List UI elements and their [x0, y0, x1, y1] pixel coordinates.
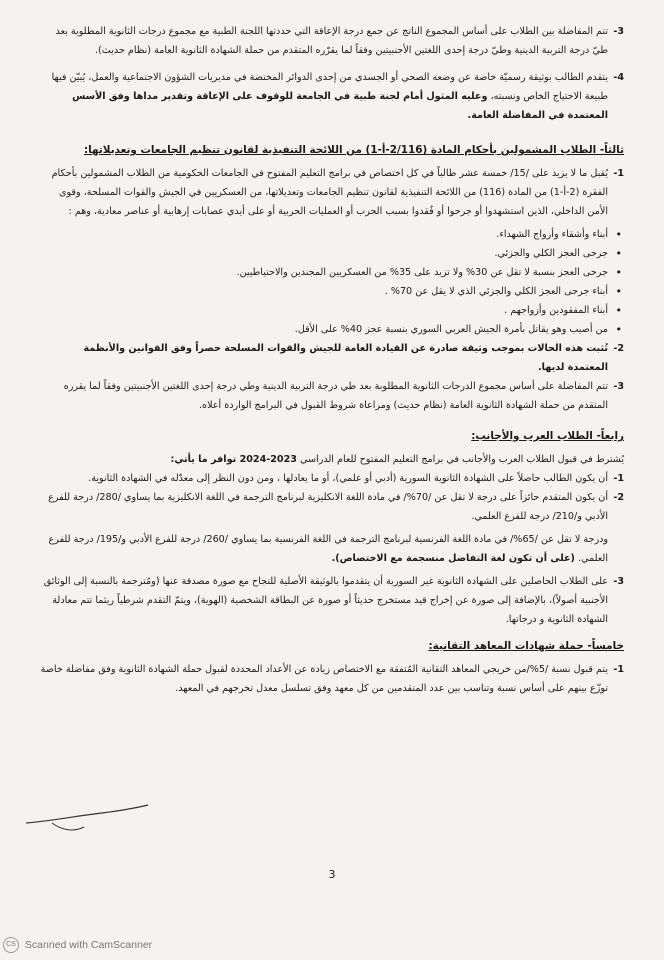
scanner-watermark [3, 937, 152, 953]
section4-item-3 [40, 572, 624, 629]
item-text: تتم المفاضلة بين الطلاب على أساس المجموع الناتج عن جمع درجة الإعاقة التي حددتها اللجنة الطبية مع مجموع درجات الثانوية المطلوبة بعد طيّ درجة التربية الدينية وطيّ درجة إحدى اللغتين الأجنبيتين وفقاً لما يقرّره المتقدم من حملة الشهادة الثانوية العامة (نظام حديث). [55, 26, 608, 56]
item-text: يتم قبول نسبة /5%/من خريجي المعاهد التقانية المُتفقة مع الاختصاص زيادة عن الأعداد المحددة لقبول حملة الشهادة الثانوية وفق مفاضلة خاصة توزّع بينهم على أساس نسبة وتناسب بين عدد المتقدمين من كل معهد وفق تسلسل معدل تخرجهم في المعهد. [40, 664, 608, 694]
watermark-text: Scanned with CamScanner [24, 938, 153, 951]
document-body [40, 22, 624, 698]
section4-item-2 [40, 488, 624, 526]
page-number: 3 [328, 868, 336, 881]
decorative-pen-stroke [22, 793, 152, 843]
item-text: أن يكون المتقدم حائزاً على درجة لا تقل عن /70%/ في مادة اللغة الانكليزية لبرنامج الترجمة في اللغة الانكليزية بما يساوي /280/ درجة للفرع الأدبي و/210/ درجة للفرع العلمي. [48, 492, 608, 522]
section2-item-4 [40, 68, 624, 125]
item-number: 1- [613, 473, 624, 484]
item-number: 3- [613, 26, 624, 37]
section4-heading: رابعاً- الطلاب العرب والأجانب: [471, 430, 624, 442]
bullet-item: • أبناء المفقودين وأزواجهم . [40, 301, 624, 320]
bullet-item: • جرحى العجز الكلي والجزئي. [40, 244, 624, 263]
section5-item-1 [40, 660, 624, 698]
item-number: 3- [613, 381, 624, 392]
section5-heading: خامساً- حملة شهادات المعاهد التقانية: [428, 640, 624, 652]
section4-item-2-french [40, 530, 624, 568]
section3-item-1 [40, 164, 624, 221]
bullet-item: • أبناء وأشقاء وأزواج الشهداء. [40, 225, 624, 244]
item-number: 4- [613, 72, 624, 83]
intro-text: يُشترط في قبول الطلاب العرب والأجانب في برامج التعليم المفتوح للعام الدراسي [296, 454, 624, 465]
item-text: يتقدم الطالب بوثيقة رسميّة خاصة عن وضعه الصحي أو الجسدي من إحدى الدوائر المختصة في مديريات الشؤون الاجتماعية والعمل، يُبيّن فيها طبيعة الاحتياج الخاص ونسبته، [51, 72, 608, 102]
bullet-item: • من أصيب وهو يقاتل بأمرة الجيش العربي السوري بنسبة عجز 40% على الأقل. [40, 320, 624, 339]
section3-item-3 [40, 377, 624, 415]
item-text: على الطلاب الحاصلين على الشهادة الثانوية غير السورية أن يتقدموا بالوثيقة الأصلية للنجاح مع صورة مصدقة عنها (ومُترجمة بالنسبة إلى الوثائق الأجنبية أصولاً)، بالإضافة إلى صورة عن إخراج قيد مستخرج حديثاً أو صورة عن البطاقة الشخصية (الهوية)، ويتمّ التقدم شرطياً ريثما تتم معادلة الشهادة الثانوية و درجاتها. [43, 576, 608, 625]
item-text: تتم المفاضلة على أساس مجموع الدرجات الثانوية المطلوبة بعد طي درجة التربية الدينية وطي درجة إحدى اللغتين الأجنبيتين وفقاً لما يقرره المتقدم من حملة الشهادة الثانوية العامة (نظام حديث) ومراعاة شروط القبول في البرامج الواردة أعلاه. [63, 381, 608, 411]
section3-item-2 [40, 339, 624, 377]
item-text-bold: (على أن تكون لغة التفاضل منسجمة مع الاختصاص). [331, 553, 575, 564]
section3-bullet-list [40, 225, 624, 339]
item-text-bold: وعليه المثول أمام لجنة طبية في الجامعة للوقوف على الإعاقة وتقدير مداها وفق الأسس المعتمدة في المفاضلة العامة. [72, 91, 608, 121]
item-text: يُقبل ما لا يزيد على /15/ خمسة عشر طالباً في كل اختصاص في برامج التعليم المفتوح في الجامعات الحكومية من الطلاب المشمولين بأحكام الفقرة (2-أ-1) من المادة (116) من اللائحة التنفيذية لقانون تنظيم الجامعات وتعديلاتها، من العسكريين في الجيش والقوات المسلحة، وقوى الأمن الداخلي، الذين استشهدوا أو جرحوا أو فُقدوا بسبب الحرب أو العمليات الحربية أو على أيدي عصابات إرهابية أو عناصر معادية، وهم : [51, 168, 608, 217]
item-number: 2- [613, 343, 624, 354]
section4-intro [40, 450, 624, 469]
item-number: 3- [613, 576, 624, 587]
camscanner-logo-icon: CS [3, 937, 19, 953]
intro-text-bold: 2023-2024 توافر ما يأتي: [170, 454, 297, 465]
item-number: 1- [613, 664, 624, 675]
item-text: تُثبت هذه الحالات بموجب وثيقة صادرة عن القيادة العامة للجيش والقوات المسلحة حصراً وفق القوانين والأنظمة المعتمدة لديها. [83, 343, 608, 373]
bullet-item: • أبناء جرحى العجز الكلي والجزئي الذي لا يقل عن 70% . [40, 282, 624, 301]
section2-item-3 [40, 22, 624, 60]
item-text: أن يكون الطالب حاصلاً على الشهادة الثانوية السورية (أدبي أو علمي)، أو ما يعادلها ، ومن دون النظر إلى معدّله في الشهادة الثانوية. [88, 473, 608, 484]
item-number: 1- [613, 168, 624, 179]
section4-item-1 [40, 469, 624, 488]
section3-heading: ثالثاً- الطلاب المشمولين بأحكام المادة (2/116-أ-1) من اللائحة التنفيذية لقانون تنظيم الجامعات وتعديلاتها: [83, 144, 624, 156]
bullet-item: • جرحى العجز بنسبة لا تقل عن 30% ولا تزيد على 35% من العسكريين المجندين والاحتياطيين. [40, 263, 624, 282]
item-text: ودرجة لا تقل عن /65%/ في مادة اللغة الفرنسية لبرنامج الترجمة في اللغة الفرنسية بما يساوي /260/ درجة للفرع الأدبي و/195/ درجة للفرع العلمي. [48, 534, 608, 564]
item-number: 2- [613, 492, 624, 503]
